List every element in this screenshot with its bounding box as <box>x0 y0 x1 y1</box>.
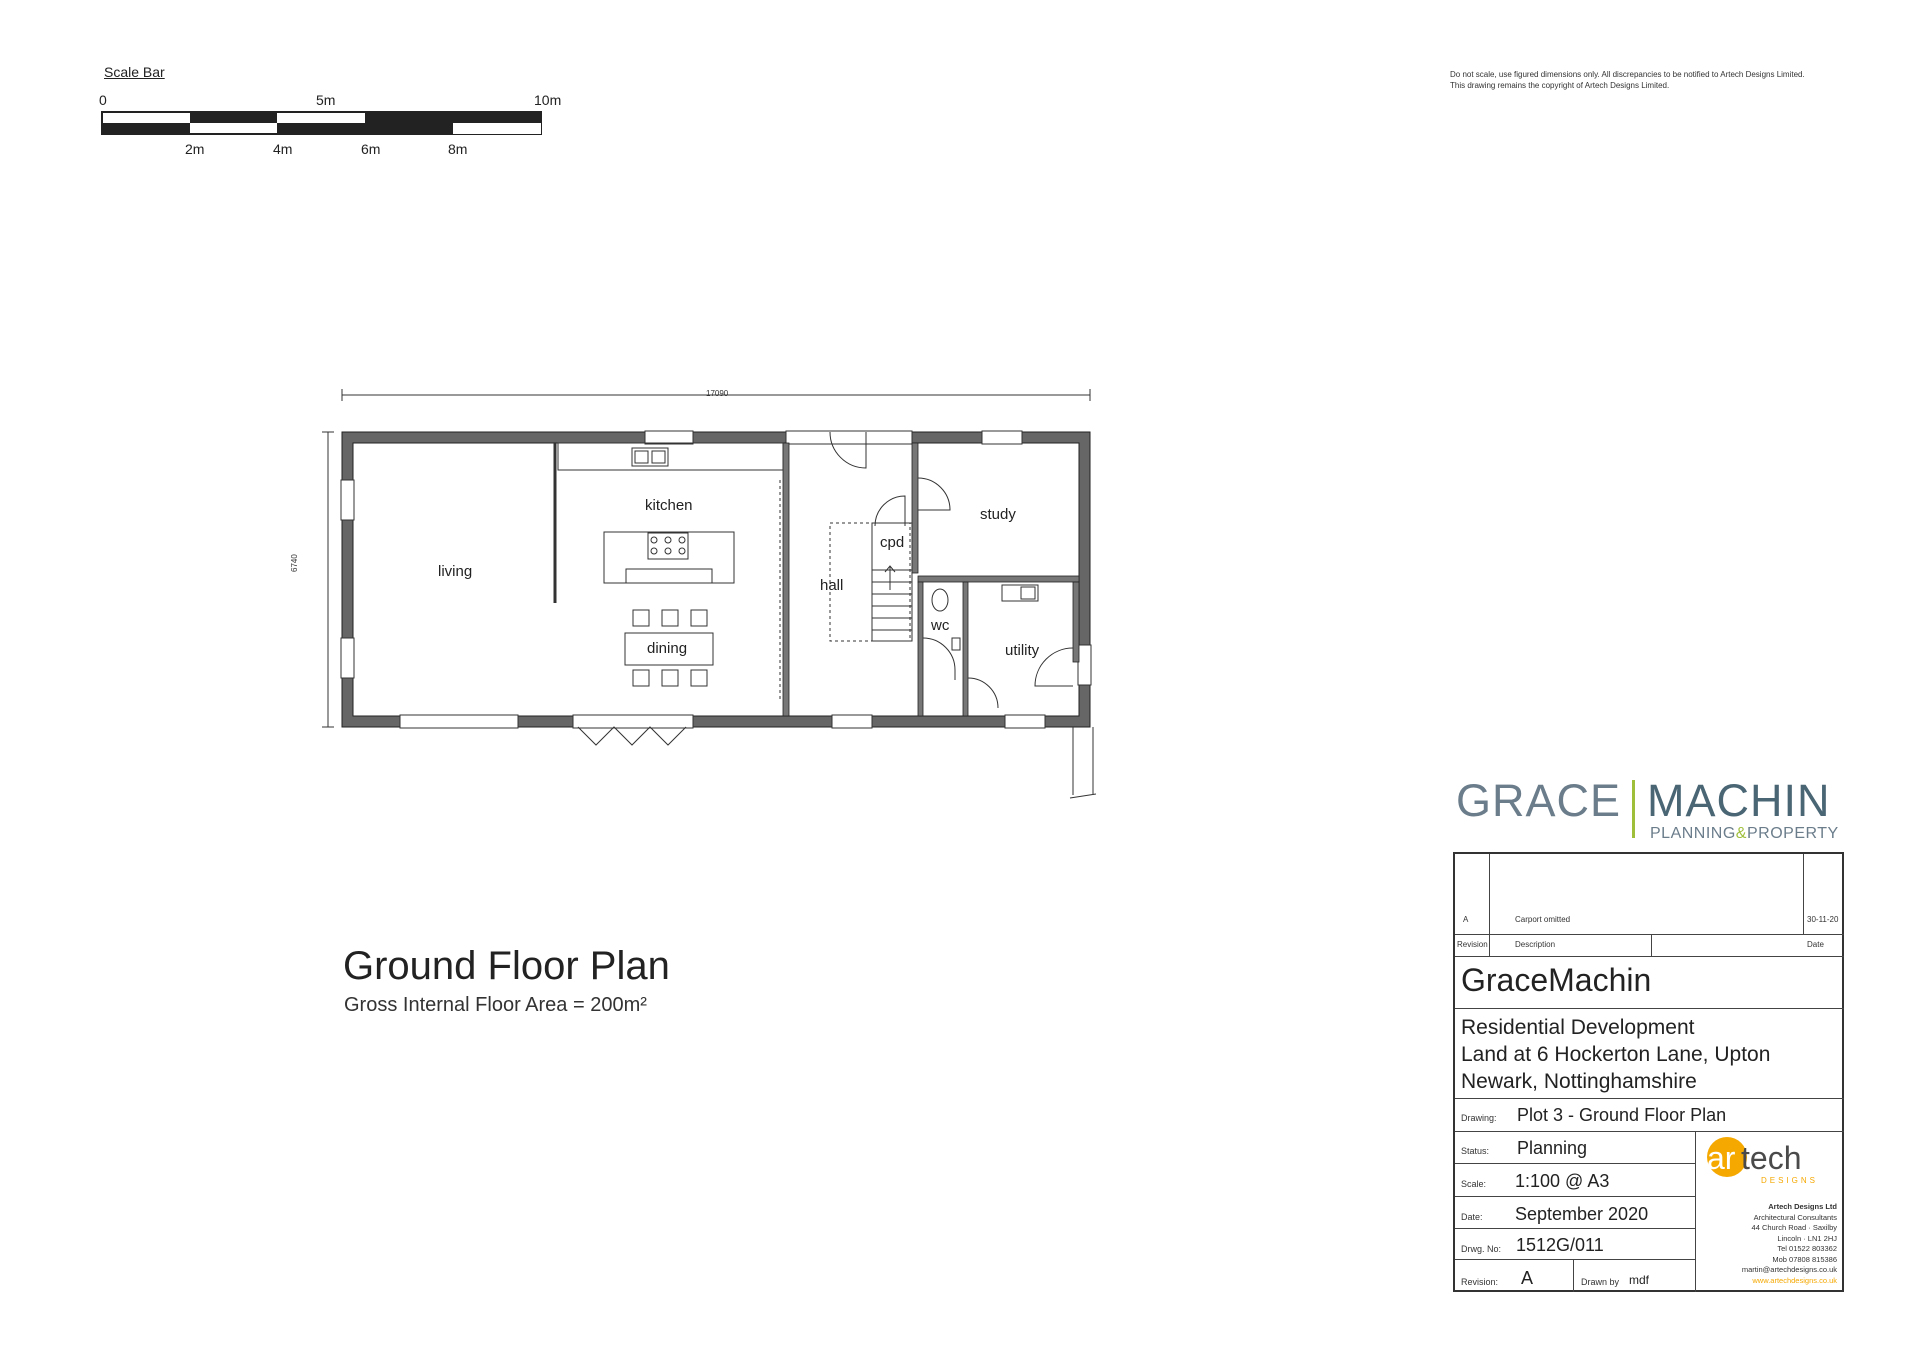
logo-machin: MACHIN <box>1647 775 1831 826</box>
scale-bar-title: Scale Bar <box>104 64 165 80</box>
logo-sub-property: PROPERTY <box>1746 825 1839 842</box>
scale-label-10m: 10m <box>534 92 562 108</box>
scale-label-2m: 2m <box>185 141 205 157</box>
artech-info-0: Artech Designs Ltd <box>1768 1202 1837 1211</box>
tb-drawnby-label: Drawn by <box>1581 1277 1620 1287</box>
artech-info-4: Tel 01522 803362 <box>1777 1244 1837 1253</box>
tb-drawing-label: Drawing: <box>1461 1113 1497 1123</box>
room-label-kitchen: kitchen <box>645 497 693 514</box>
tb-drwg-value: 1512G/011 <box>1516 1235 1604 1255</box>
tb-status-value: Planning <box>1517 1138 1588 1158</box>
room-label-study: study <box>980 506 1016 523</box>
drawing-notes <box>1450 69 1870 91</box>
tb-drwg-label: Drwg. No: <box>1461 1244 1502 1254</box>
artech-info-7: www.artechdesigns.co.uk <box>1752 1275 1837 1285</box>
overall-depth-label: 6740 <box>290 554 299 572</box>
floor-plan <box>290 380 1120 810</box>
scale-label-5m: 5m <box>316 92 336 108</box>
tb-company: GraceMachin <box>1461 962 1652 998</box>
tb-scale-value: 1:100 @ A3 <box>1515 1171 1610 1191</box>
tb-drawing-value: Plot 3 - Ground Floor Plan <box>1517 1105 1727 1125</box>
tb-project-line-2: Land at 6 Hockerton Lane, Upton <box>1461 1043 1771 1066</box>
scale-label-4m: 4m <box>273 141 293 157</box>
logo-sub-amp: & <box>1735 825 1747 842</box>
tb-project-line-3: Newark, Nottinghamshire <box>1461 1070 1697 1093</box>
scale-label-6m: 6m <box>361 141 381 157</box>
artech-logo-tech: tech <box>1741 1140 1802 1176</box>
tb-scale-label: Scale: <box>1461 1179 1487 1189</box>
scale-bar <box>100 110 545 136</box>
logo-divider <box>1632 780 1635 838</box>
tb-drawnby-value: mdf <box>1629 1273 1650 1287</box>
notes-line-1: Do not scale, use figured dimensions only. All discrepancies to be notified to Artech Designs Limited. <box>1450 70 1805 79</box>
rev-row-date: 30-11-20 <box>1807 915 1839 924</box>
artech-logo-sub: DESIGNS <box>1761 1176 1819 1185</box>
room-label-living: living <box>438 563 473 580</box>
scale-label-0: 0 <box>99 92 107 108</box>
rev-header-description: Description <box>1515 940 1556 949</box>
notes-line-2: This drawing remains the copyright of Artech Designs Limited. <box>1450 81 1670 90</box>
tb-project-line-1: Residential Development <box>1461 1016 1695 1039</box>
tb-date-label: Date: <box>1461 1212 1483 1222</box>
artech-logo-ar: ar <box>1707 1140 1736 1176</box>
rev-row-rev: A <box>1463 915 1469 924</box>
overall-width-label: 17090 <box>706 389 729 398</box>
tb-project <box>1461 1014 1770 1095</box>
tb-revision-value: A <box>1521 1268 1534 1288</box>
room-label-wc: wc <box>931 617 950 634</box>
rev-header-date: Date <box>1807 940 1824 949</box>
logo-subtitle <box>1650 825 1839 843</box>
room-label-utility: utility <box>1005 642 1040 659</box>
artech-info-5: Mob 07808 815386 <box>1772 1254 1837 1264</box>
room-label-cpd: cpd <box>880 534 905 551</box>
artech-info <box>1697 1202 1837 1286</box>
rev-row-description: Carport omitted <box>1515 915 1571 924</box>
tb-date-value: September 2020 <box>1515 1204 1649 1224</box>
room-label-dining: dining <box>647 640 688 657</box>
logo-grace: GRACE <box>1456 775 1622 826</box>
artech-info-6: martin@artechdesigns.co.uk <box>1741 1265 1837 1274</box>
plan-subtitle: Gross Internal Floor Area = 200m² <box>344 994 647 1016</box>
tb-status-label: Status: <box>1461 1146 1490 1156</box>
artech-info-2: 44 Church Road · Saxilby <box>1751 1223 1837 1232</box>
tb-revision-label: Revision: <box>1461 1277 1499 1287</box>
rev-header-rev: Revision <box>1457 940 1488 949</box>
artech-info-3: Lincoln · LN1 2HJ <box>1777 1233 1837 1243</box>
room-label-hall: hall <box>820 577 844 594</box>
plan-title: Ground Floor Plan <box>343 944 670 988</box>
artech-info-1: Architectural Consultants <box>1753 1212 1837 1222</box>
title-block <box>1453 852 1844 1292</box>
logo-sub-planning: PLANNING <box>1650 825 1736 842</box>
scale-label-8m: 8m <box>448 141 468 157</box>
